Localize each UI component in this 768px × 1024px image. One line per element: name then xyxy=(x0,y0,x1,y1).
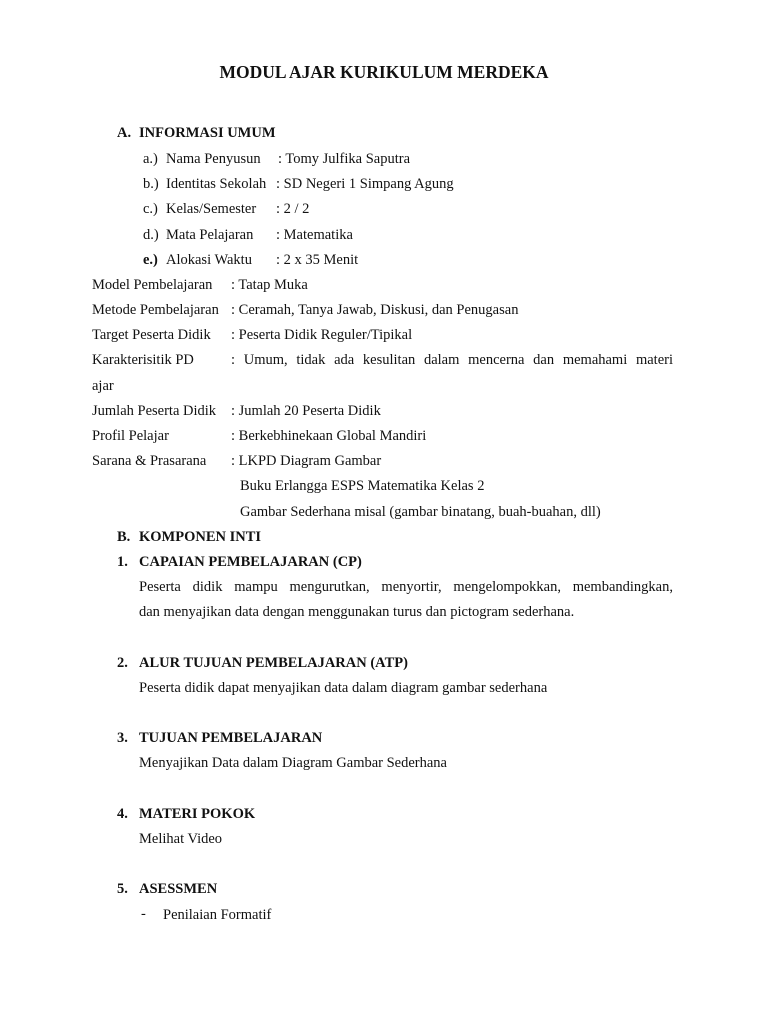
component-number: 1. xyxy=(117,554,128,570)
detail-label: Karakterisitik PD xyxy=(92,352,194,368)
document-title: MODUL AJAR KURIKULUM MERDEKA xyxy=(219,62,549,82)
detail-value: : Tatap Muka xyxy=(231,277,308,293)
detail-label: Metode Pembelajaran xyxy=(92,302,219,318)
component-text: Melihat Video xyxy=(139,831,223,847)
component-number: 3. xyxy=(117,730,128,746)
detail-value: : Peserta Didik Reguler/Tipikal xyxy=(231,327,413,343)
item-label: Alokasi Waktu xyxy=(166,252,252,268)
bullet-text: Penilaian Formatif xyxy=(163,907,272,923)
detail-value: : Jumlah 20 Peserta Didik xyxy=(231,403,381,419)
item-label: Nama Penyusun xyxy=(166,151,261,167)
component-text: dan menyajikan data dengan menggunakan turus dan pictogram sederhana. xyxy=(139,604,575,620)
component-heading: ALUR TUJUAN PEMBELAJARAN (ATP) xyxy=(139,655,408,671)
component-text: Peserta didik dapat menyajikan data dalam diagram gambar sederhana xyxy=(139,680,548,696)
item-marker: b.) xyxy=(143,176,159,192)
item-label: Mata Pelajaran xyxy=(166,227,254,243)
item-marker: d.) xyxy=(143,227,159,243)
detail-label: Sarana & Prasarana xyxy=(92,453,207,469)
item-marker: a.) xyxy=(143,151,158,167)
section-a-label: A. xyxy=(117,125,132,141)
detail-label: Profil Pelajar xyxy=(92,428,169,444)
component-number: 4. xyxy=(117,806,128,822)
detail-extra: Buku Erlangga ESPS Matematika Kelas 2 xyxy=(240,478,485,494)
component-heading: TUJUAN PEMBELAJARAN xyxy=(139,730,323,746)
item-marker: e.) xyxy=(143,252,158,268)
detail-label: Jumlah Peserta Didik xyxy=(92,403,217,419)
item-value: : 2 x 35 Menit xyxy=(276,252,359,268)
item-value: : SD Negeri 1 Simpang Agung xyxy=(276,176,454,192)
bullet-marker: - xyxy=(141,906,146,922)
detail-value: : Ceramah, Tanya Jawab, Diskusi, dan Penugasan xyxy=(231,302,519,318)
item-marker: c.) xyxy=(143,201,158,217)
detail-extra: Gambar Sederhana misal (gambar binatang, buah-buahan, dll) xyxy=(240,504,601,520)
section-b-heading: KOMPONEN INTI xyxy=(139,529,262,545)
section-a-heading: INFORMASI UMUM xyxy=(139,125,276,141)
detail-value: : Umum, tidak ada kesulitan dalam mencerna dan memahami materi xyxy=(231,352,673,368)
component-number: 5. xyxy=(117,881,128,897)
component-heading: MATERI POKOK xyxy=(139,806,256,822)
component-heading: ASESSMEN xyxy=(139,881,218,897)
item-label: Kelas/Semester xyxy=(166,201,257,217)
detail-label: Target Peserta Didik xyxy=(92,327,211,343)
item-label: Identitas Sekolah xyxy=(166,176,267,192)
detail-value: : LKPD Diagram Gambar xyxy=(231,453,382,469)
item-value: : 2 / 2 xyxy=(276,201,310,217)
component-number: 2. xyxy=(117,655,128,671)
component-text: Peserta didik mampu mengurutkan, menyortir, mengelompokkan, membandingkan, xyxy=(139,579,673,595)
item-value: : Tomy Julfika Saputra xyxy=(278,151,411,167)
detail-value: : Berkebhinekaan Global Mandiri xyxy=(231,428,427,444)
item-value: : Matematika xyxy=(276,227,353,243)
component-heading: CAPAIAN PEMBELAJARAN (CP) xyxy=(139,554,362,570)
component-text: Menyajikan Data dalam Diagram Gambar Sederhana xyxy=(139,755,447,771)
detail-label: Model Pembelajaran xyxy=(92,277,213,293)
section-b-label: B. xyxy=(117,529,131,545)
detail-continuation: ajar xyxy=(92,378,114,394)
